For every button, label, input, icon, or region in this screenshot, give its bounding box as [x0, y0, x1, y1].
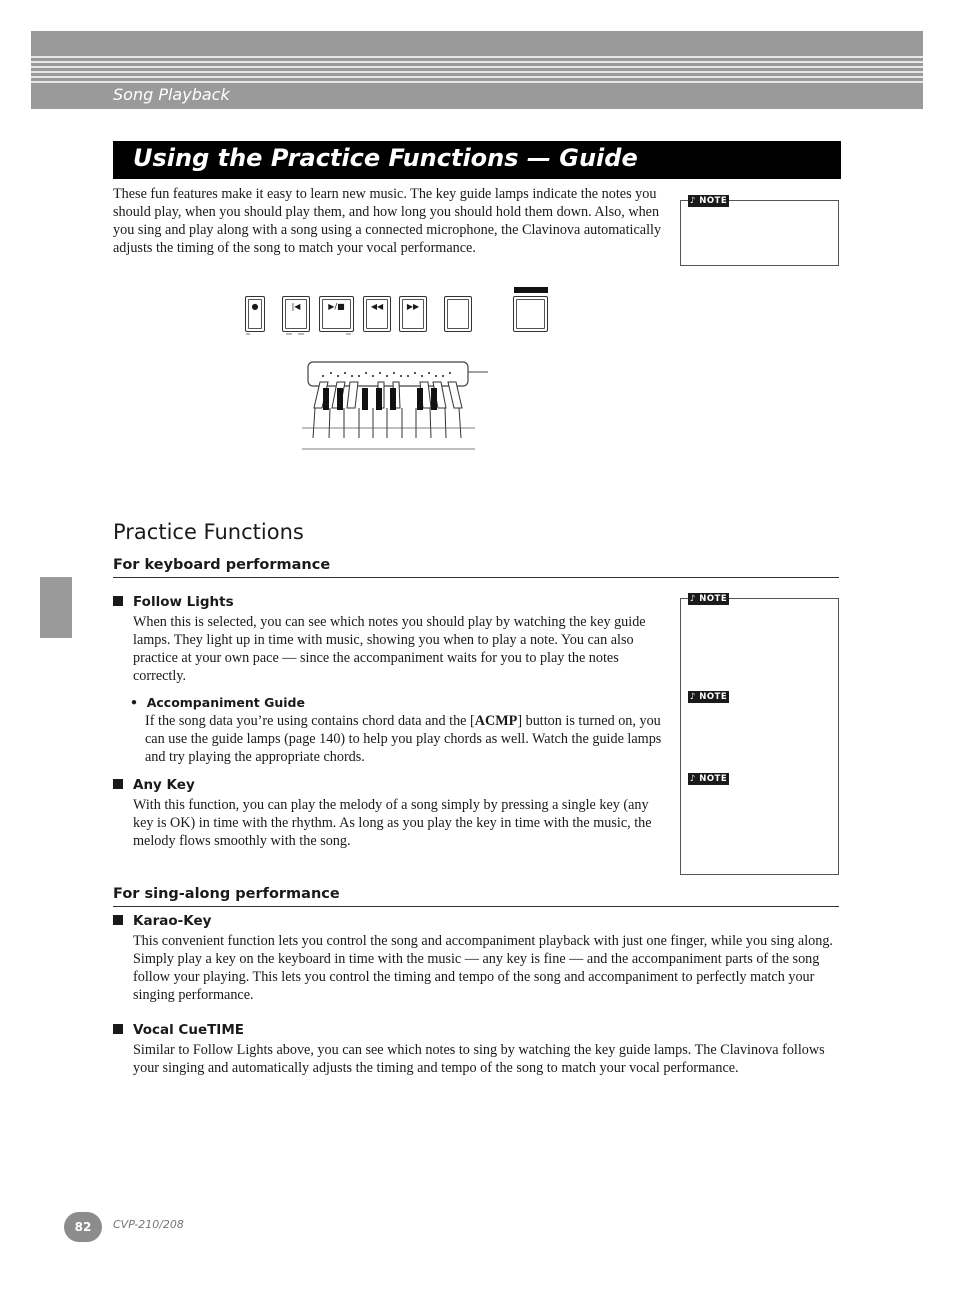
intro-paragraph: These fun features make it easy to learn new music. The key guide lamps indicate the notes you should play, when you should play them, and how long you should hold them down. Also, when you sing and play along with a song using a connected microphone, the Clavinova automatically adjusts the timing of the song to match your vocal performance.	[113, 186, 662, 256]
note-box-top	[680, 200, 839, 266]
square-bullet-icon	[113, 915, 123, 925]
note-label: NOTE	[699, 196, 728, 206]
accompaniment-guide-heading	[130, 695, 305, 710]
subsection-keyboard-heading: For keyboard performance	[113, 557, 839, 578]
follow-lights-heading	[113, 594, 234, 610]
song-control-panel	[240, 284, 560, 344]
keyboard-illustration	[300, 360, 490, 452]
vocal-cuetime-title: Vocal CueTIME	[133, 1022, 244, 1038]
rec-icon: ●	[248, 299, 262, 329]
note-icon: ♪ NOTE	[689, 594, 728, 604]
bullet-dot-icon: •	[130, 695, 147, 710]
any-key-text: With this function, you can play the melody of a song simply by pressing a single key (any key is OK) in time with the rhythm. As long as you play the key in time with the music, the melody flows smoothly with the song.	[133, 797, 652, 849]
note-icon: ♪ NOTE	[689, 196, 728, 206]
chapter-tab	[40, 577, 72, 638]
subsection-sing-heading: For sing-along performance	[113, 886, 839, 907]
karao-key-text: This convenient function lets you control the song and accompaniment playback with just one finger, while you sing along. Simply play a key on the keyboard in time with the music — any key is fine — and the accompaniment parts of the song follow your playing. This lets you control the timing and tempo of the song and accompaniment to perfectly match your singing performance.	[133, 933, 833, 1003]
square-bullet-icon	[113, 596, 123, 606]
follow-lights-title: Follow Lights	[133, 594, 234, 610]
skip-back-icon: |◀	[285, 299, 307, 329]
vocal-cuetime-heading	[113, 1022, 244, 1038]
follow-lights-text: When this is selected, you can see which notes you should play by watching the key guide lamps. They light up in time with music, showing you when to play a note. You can also practice at your own pace — since the accompaniment waits for you to play the notes correctly.	[133, 614, 646, 684]
vocal-cuetime-text: Similar to Follow Lights above, you can see which notes to sing by watching the key guide lamps. The Clavinova follows your singing and automatically adjusts the timing and tempo of the song to match your vocal performance.	[133, 1042, 825, 1076]
note-icon: ♪ NOTE	[689, 692, 728, 702]
section-title: Song Playback	[113, 85, 230, 104]
play-stop-icon: ▶/■	[322, 299, 351, 329]
note-label: NOTE	[699, 774, 728, 784]
karao-key-title: Karao-Key	[133, 913, 212, 929]
accompaniment-guide-title: Accompaniment Guide	[146, 695, 305, 710]
header-stripes	[31, 53, 923, 83]
accompaniment-text-1: If the song data you’re using contains chord data and the [	[145, 713, 475, 729]
page-number: 82	[64, 1212, 102, 1242]
page-title: Using the Practice Functions — Guide	[133, 144, 638, 172]
square-bullet-icon	[113, 779, 123, 789]
accompaniment-text-2: ] button is turned on, you can use the guide lamps (page 140) to help you play chords as well. Watch the guide lamps and try playing the appropriate chords.	[145, 713, 662, 765]
section-heading: Practice Functions	[113, 520, 304, 544]
note-box-side	[680, 598, 839, 875]
title-bar	[113, 141, 841, 179]
header-band	[31, 31, 923, 109]
note-label: NOTE	[699, 594, 728, 604]
any-key-title: Any Key	[133, 777, 195, 793]
rewind-icon: ◀◀	[366, 299, 388, 329]
note-label: NOTE	[699, 692, 728, 702]
note-icon: ♪ NOTE	[689, 774, 728, 784]
karao-key-heading	[113, 913, 211, 929]
square-bullet-icon	[113, 1024, 123, 1034]
fast-forward-icon: ▶▶	[402, 299, 424, 329]
panel-bracket-lines	[240, 284, 560, 344]
model-name: CVP-210/208	[113, 1218, 184, 1231]
acmp-button-label: ACMP	[474, 713, 518, 729]
accompaniment-guide-text	[145, 712, 673, 766]
any-key-heading	[113, 777, 195, 793]
